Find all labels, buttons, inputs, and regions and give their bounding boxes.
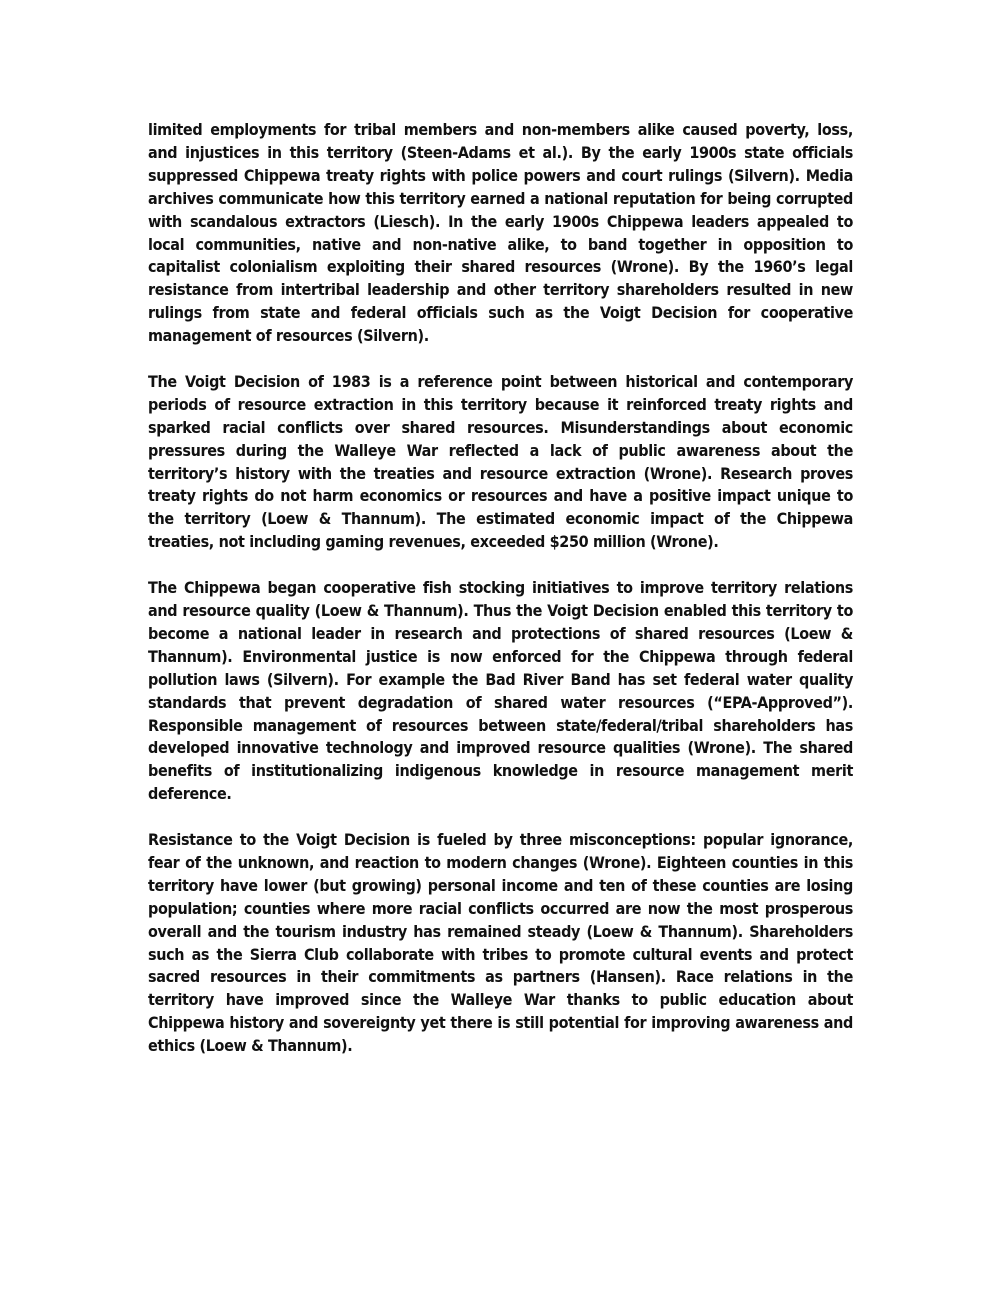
paragraph-colonial-history: limited employments for tribal members and non-members alike caused poverty, loss, and injustices in this territory (Steen-Adams et al.). By the early 1900s state officials suppressed Chippewa treaty rights with police powers and court rulings (Silvern). Media archives communicate how this territory earned a national reputation for being corrupted with scandalous extractors (Liesch). In the early 1900s Chippewa leaders appealed to local communities, native and non-native alike, to band together in opposition to capitalist colonialism exploiting their shared resources (Wrone). By the 1960’s legal resistance from intertribal leadership and other territory shareholders resulted in new rulings from state and federal officials such as the Voigt Decision for cooperative management of resources (Silvern). (148, 120, 853, 346)
paragraph-voigt-decision: The Voigt Decision of 1983 is a reference point between historical and contemporary periods of resource extraction in this territory because it reinforced treaty rights and sparked racial conflicts over shared resources. Misunderstandings about economic pressures during the Walleye War reflected a lack of public awareness about the territory’s history with the treaties and resource extraction (Wrone). Research proves treaty rights do not harm economics or resources and have a positive impact unique to the territory (Loew & Thannum). The estimated economic impact of the Chippewa treaties, not including gaming revenues, exceeded $250 million (Wrone). (148, 371, 853, 552)
paragraph-cooperative-management: The Chippewa began cooperative fish stocking initiatives to improve territory relations and resource quality (Loew & Thannum). Thus the Voigt Decision enabled this territory to become a national leader in research and protections of shared resources (Loew & Thannum). Environmental justice is now enforced for the Chippewa through federal pollution laws (Silvern). For example the Bad River Band has set federal water quality standards that prevent degradation of shared water resources (“EPA-Approved”). Responsible management of resources between state/federal/tribal shareholders has developed innovative technology and improved resource qualities (Wrone). The shared benefits of institutionalizing indigenous knowledge in resource management merit deference. (148, 578, 853, 804)
document-page (148, 119, 853, 1081)
paragraph-resistance-misconceptions: Resistance to the Voigt Decision is fueled by three misconceptions: popular ignorance, fear of the unknown, and reaction to modern changes (Wrone). Eighteen counties in this territory have lower (but growing) personal income and ten of these counties are losing population; counties where more racial conflicts occurred are now the most prosperous overall and the tourism industry has remained steady (Loew & Thannum). Shareholders such as the Sierra Club collaborate with tribes to promote cultural events and protect sacred resources in their commitments as partners (Hansen). Race relations in the territory have improved since the Walleye War thanks to public education about Chippewa history and sovereignty yet there is still potential for improving awareness and ethics (Loew & Thannum). (148, 830, 853, 1056)
